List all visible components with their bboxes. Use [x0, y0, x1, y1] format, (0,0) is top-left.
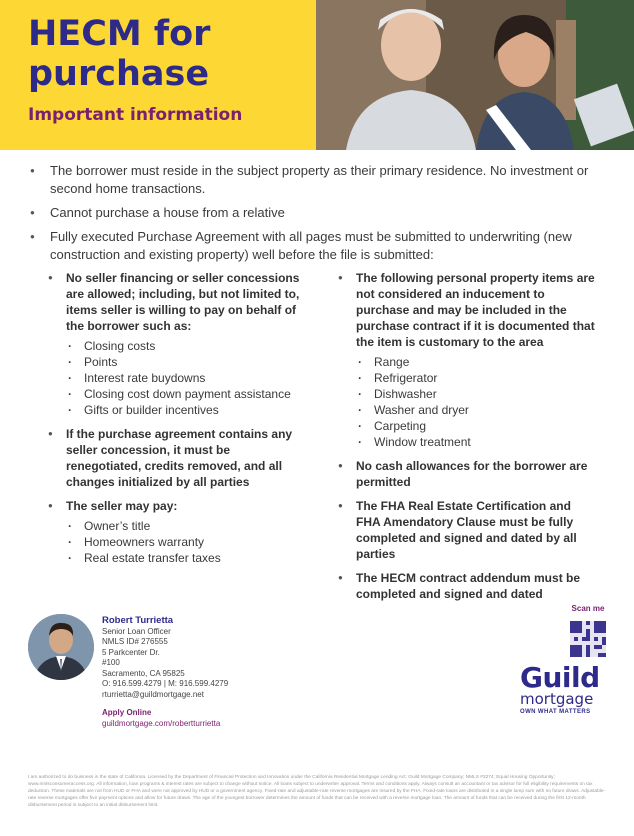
sub-item: · Refrigerator [356, 370, 596, 386]
fha-certification-rule: The FHA Real Estate Certification and FHA Amendatory Clause must be fully completed and signed and dated by all parties [356, 499, 577, 561]
hero-photo-couple [316, 0, 634, 150]
sub-item: · Real estate transfer taxes [66, 550, 306, 566]
sub-list [356, 354, 596, 450]
logo-brand: Guild [520, 661, 600, 694]
list-item [48, 426, 306, 490]
contact-address-line2: #100 [102, 658, 120, 667]
seller-concession-rule: If the purchase agreement contains any seller concession, it must be renegotiated, credits removed, and all changes initialized by all parties [66, 427, 293, 489]
page-subtitle: Important information [28, 105, 243, 125]
seller-may-pay-heading: The seller may pay: [66, 499, 178, 513]
avatar [28, 614, 94, 680]
sub-item: · Range [356, 354, 596, 370]
sub-item: · Gifts or builder incentives [66, 402, 306, 418]
list-item [48, 498, 306, 566]
list-item [48, 270, 306, 418]
guild-mortgage-logo [520, 661, 608, 715]
seller-financing-rule: No seller financing or seller concessions are allowed; including, but not limited to, items seller is willing to pay on behalf of the borrower such as: [66, 271, 300, 333]
contact-address-line1: 5 Parkcenter Dr. [102, 647, 160, 657]
left-column [48, 270, 306, 574]
sub-item: · Interest rate buydowns [66, 370, 306, 386]
list-item: ● Fully executed Purchase Agreement with all pages must be submitted to underwriting (new construction and existing property) well before the file is submitted: [30, 228, 610, 264]
sub-item: · Points [66, 354, 306, 370]
sub-list [66, 338, 306, 418]
contact-city: Sacramento, CA 95825 [102, 668, 185, 678]
sub-item: · Window treatment [356, 434, 596, 450]
list-item [338, 270, 596, 450]
sub-item: · Owner’s title [66, 518, 306, 534]
hero-yellow-panel [0, 0, 316, 150]
list-item [338, 458, 596, 490]
contact-nmls: NMLS ID# 276555 [102, 637, 168, 646]
contact-phones: O: 916.599.4279 | M: 916.599.4279 [102, 679, 229, 688]
sub-item: · Closing cost down payment assistance [66, 386, 306, 402]
sub-list [66, 518, 306, 566]
main-bullet-list [30, 162, 610, 270]
cash-allowance-rule: No cash allowances for the borrower are permitted [356, 459, 588, 489]
apply-online-link[interactable]: guildmortgage.com/robertturrietta [102, 718, 221, 728]
sub-item: · Homeowners warranty [66, 534, 306, 550]
logo-tagline: OWN WHAT MATTERS [520, 709, 591, 715]
list-item [338, 570, 596, 602]
legal-disclaimer: I am authorized to do business in the state of California. Licensed by the Department of Financial Protection and Innovation under the California Residential Mortgage Lending Act; Guild Mortgage Company; NMLS #3274; Equal Housing Opportunity; www.nmlsconsumeraccess.org. All information, loan programs & interest rates are subject to change without notice. All loans subject to underwriter approval. Terms and conditions apply. Always consult an accountant or tax advisor for full eligibility requirements on tax deduction. These materials are not from HUD or FHA and were not approved by HUD or a government agency. Fixed-rate and adjustable-rate reverse mortgages are insured by the FHA. Fixed-rate loans are distributed in a single lump sum with no future draws. Adjustable-rate reverse mortgages offer five payment options and allow for future draws. The age of the youngest borrower determines the amount of funds that can be received with a reverse mortgage loan. The amount of funds that can be received during the first 12-month disbursement period is subject to an initial disbursement limit. [28, 775, 606, 808]
contact-title: Senior Loan Officer [102, 626, 171, 636]
loan-officer-contact [28, 612, 348, 728]
sub-item: · Closing costs [66, 338, 306, 354]
list-item [338, 498, 596, 562]
hero-banner [0, 0, 634, 150]
contact-name: Robert Turrietta [102, 615, 174, 626]
page-title: HECM for purchase [28, 14, 211, 94]
qr-code-icon[interactable] [570, 621, 606, 657]
sub-item: · Carpeting [356, 418, 596, 434]
sub-item: · Dishwasher [356, 386, 596, 402]
sub-item: · Washer and dryer [356, 402, 596, 418]
loan-officer-photo [28, 614, 94, 680]
scan-me-label: Scan me [571, 604, 605, 613]
scan-me-block [568, 604, 608, 662]
apply-online-label: Apply Online [102, 708, 152, 717]
right-column [338, 270, 596, 610]
contact-email[interactable]: rturrietta@guildmortgage.net [102, 689, 204, 699]
couple-photo-illustration [316, 0, 634, 150]
contact-details [102, 616, 228, 729]
hecm-addendum-rule: The HECM contract addendum must be completed and signed and dated [356, 571, 581, 601]
personal-property-rule: The following personal property items are not considered an inducement to purchase and may be included in the purchase contract if it is documented that the item is customary to the area [356, 271, 595, 349]
list-item: ● Cannot purchase a house from a relative [30, 204, 610, 222]
list-item: ● The borrower must reside in the subject property as their primary residence. No investment or second home transactions. [30, 162, 610, 198]
logo-sub: mortgage [520, 690, 594, 708]
